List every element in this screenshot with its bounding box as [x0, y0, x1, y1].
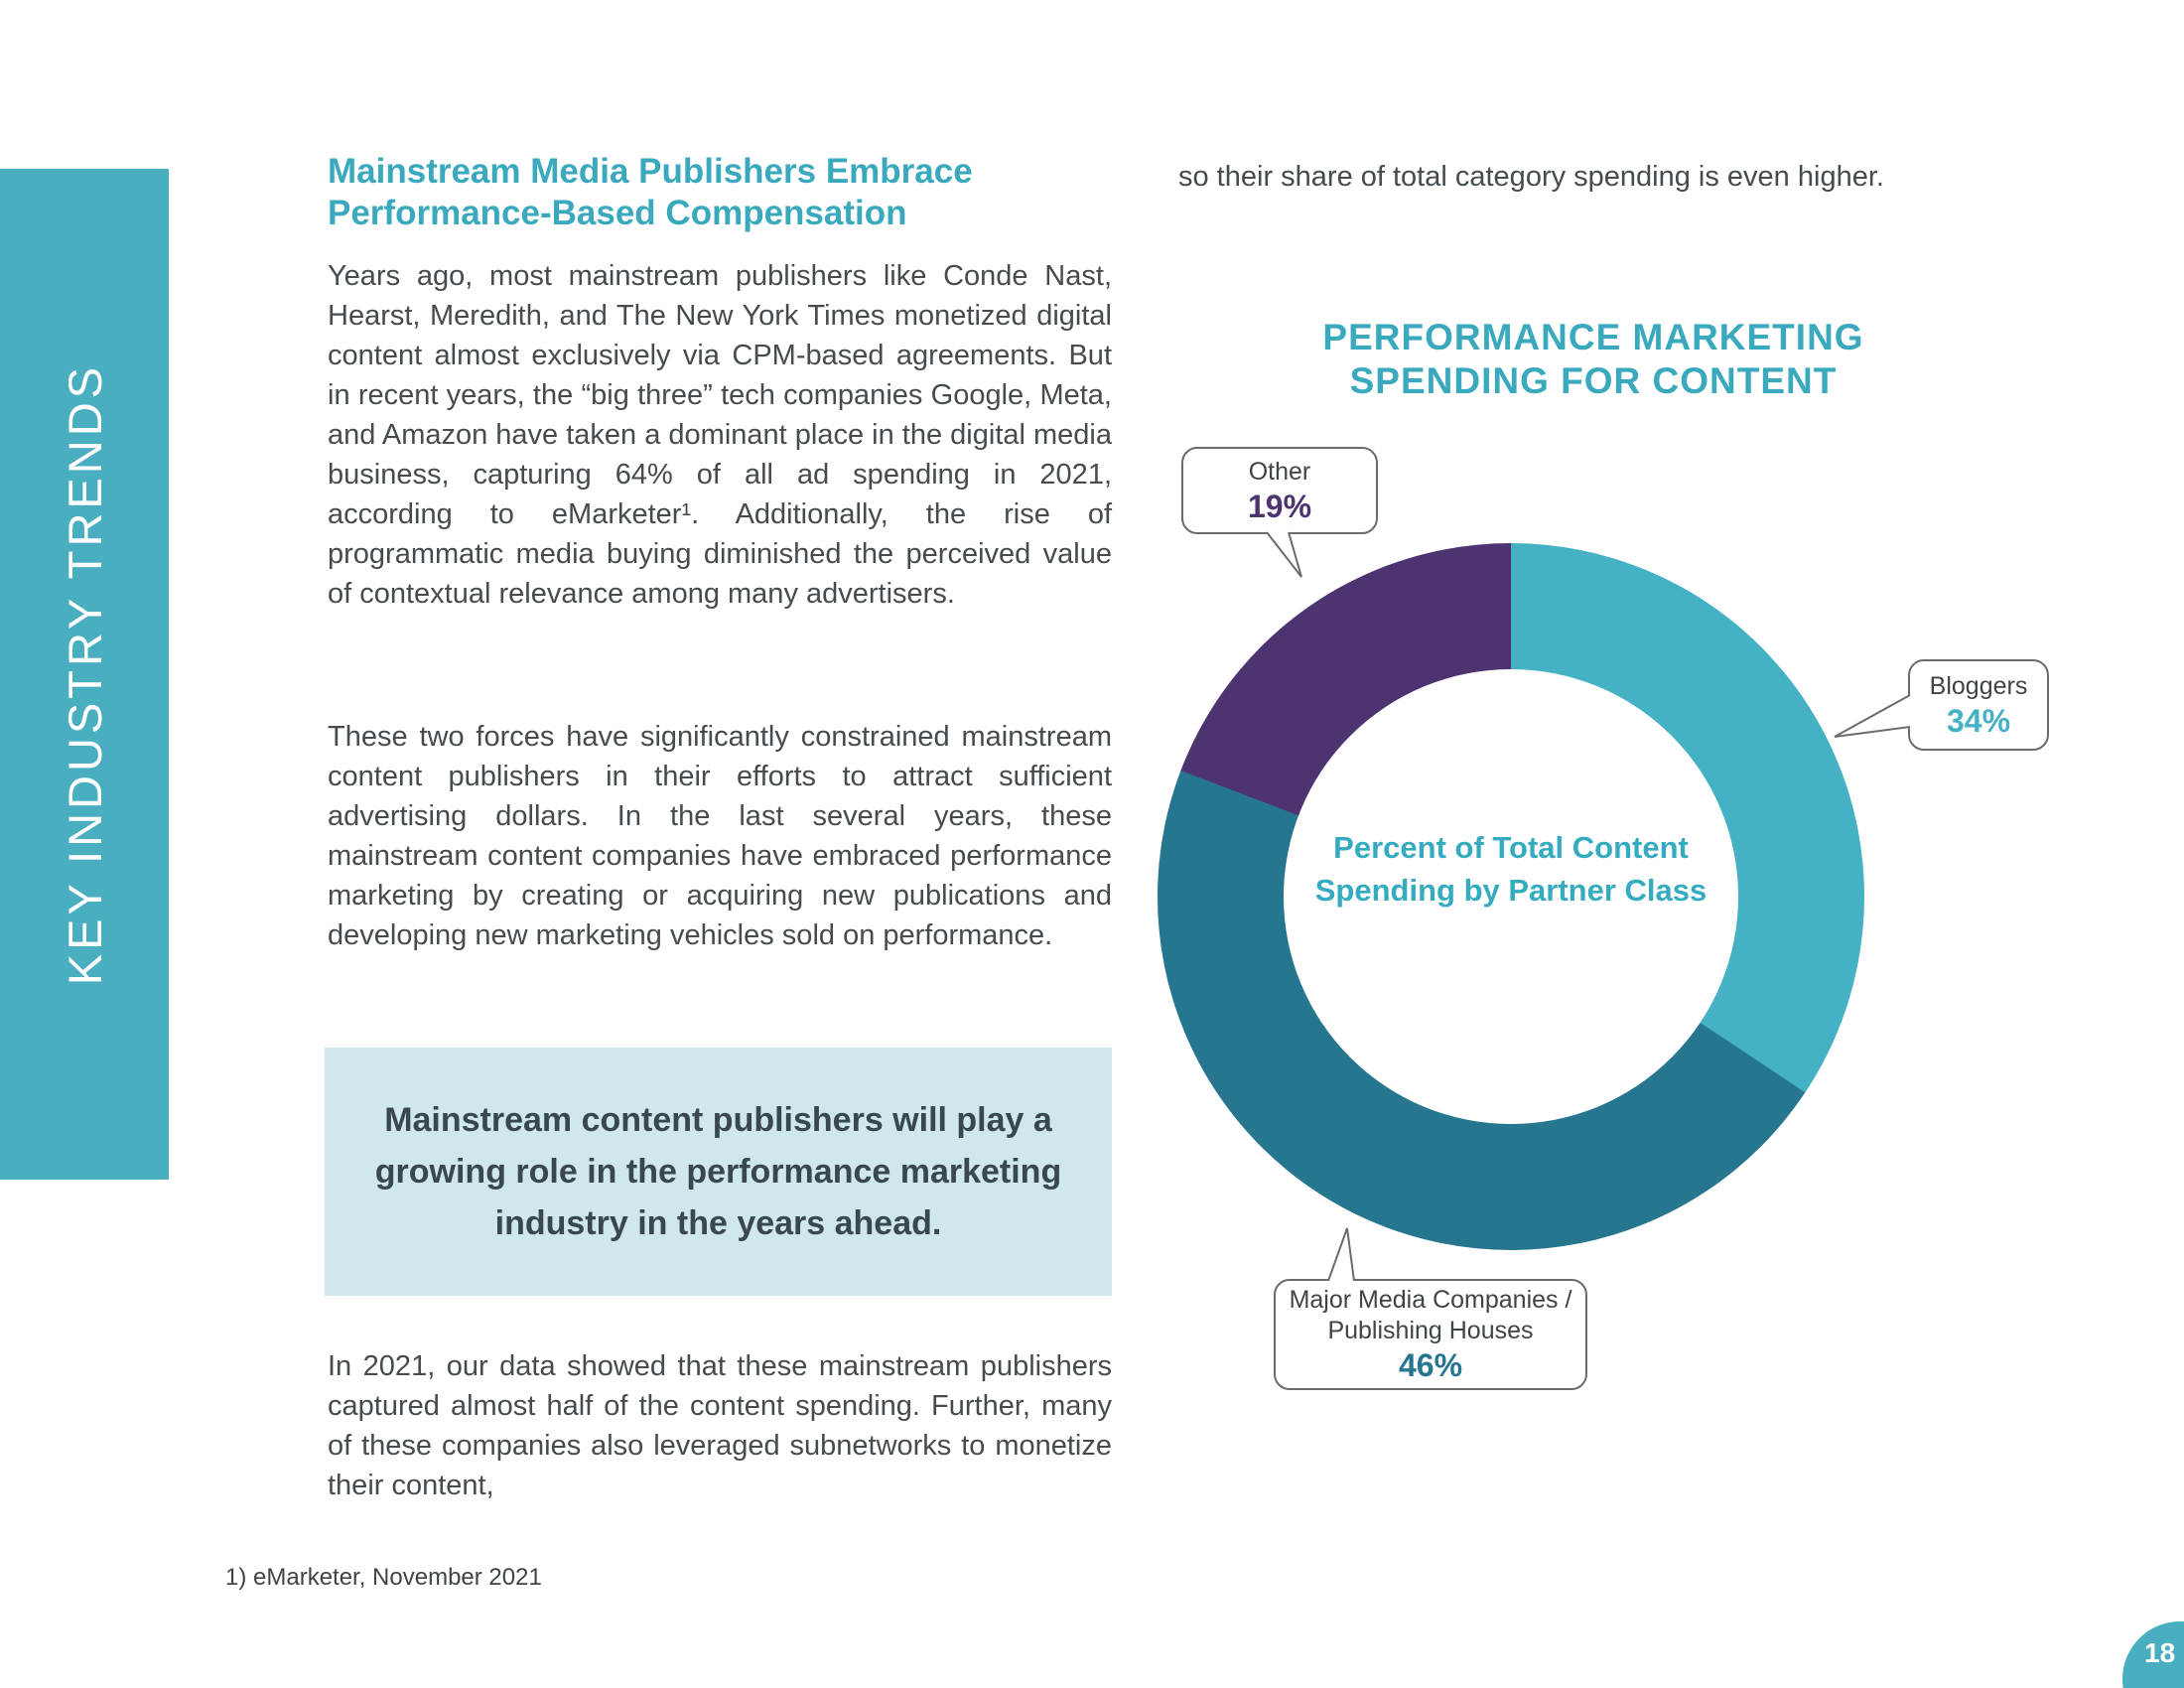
label-other-name: Other — [1248, 457, 1311, 486]
paragraph-2: These two forces have significantly constrained mainstream content publishers in their efforts to attract sufficient advertising dollars. In the last several years, these mainstream content companies have embraced performance marketing by creating or acquiring new publications and developing new marketing vehicles sold on performance. — [328, 721, 1112, 951]
page-number: 18 — [2144, 1637, 2176, 1668]
donut-chart — [1158, 543, 1864, 1250]
label-other-value: 19% — [1247, 488, 1312, 524]
label-bloggers — [1908, 659, 2049, 751]
label-other — [1181, 447, 1378, 534]
label-bloggers-value: 34% — [1946, 702, 2011, 739]
label-major-media-value: 46% — [1398, 1347, 1463, 1383]
pull-quote-box — [325, 1048, 1112, 1296]
label-major-media — [1274, 1279, 1587, 1390]
label-bloggers-name: Bloggers — [1929, 671, 2028, 700]
section-title: KEY INDUSTRY TRENDS — [58, 362, 111, 986]
pull-quote-text: Mainstream content publishers will play a growing role in the performance marketing industry in the years ahead. — [374, 1101, 1062, 1242]
paragraph-1: Years ago, most mainstream publishers like Conde Nast, Hearst, Meredith, and The New York Times monetized digital content almost exclusively via CPM-based agreements. But in recent years, the “big three” tech companies Google, Meta, and Amazon have taken a dominant place in the digital media business, capturing 64% of all ad spending in 2021, according to eMarketer¹. Additionally, the rise of programmatic media buying diminished the perceived value of contextual relevance among many advertisers. — [328, 260, 1112, 610]
section-sidebar — [0, 169, 169, 1180]
paragraph-3: In 2021, our data showed that these mainstream publishers captured almost half of the content spending. Further, many of these companies also leveraged subnetworks to monetize their content, — [328, 1350, 1112, 1501]
donut-hole — [1284, 669, 1738, 1124]
footnote: 1) eMarketer, November 2021 — [225, 1564, 542, 1591]
donut-center-label — [1315, 826, 1707, 912]
chart-title-line-2: SPENDING FOR CONTENT — [1349, 360, 1838, 401]
intro-text: so their share of total category spending is even higher. — [1178, 161, 1884, 193]
donut-center-line-1: Percent of Total Content — [1333, 830, 1689, 865]
chart-title-line-1: PERFORMANCE MARKETING — [1322, 317, 1864, 357]
label-major-media-name: Major Media Companies / Publishing Houses — [1289, 1286, 1572, 1344]
article-heading: Mainstream Media Publishers Embrace Performance-Based Compensation — [328, 152, 973, 232]
chart-title — [1296, 316, 1891, 403]
donut-center-line-2: Spending by Partner Class — [1314, 873, 1707, 908]
page-number-badge — [2122, 1621, 2184, 1688]
